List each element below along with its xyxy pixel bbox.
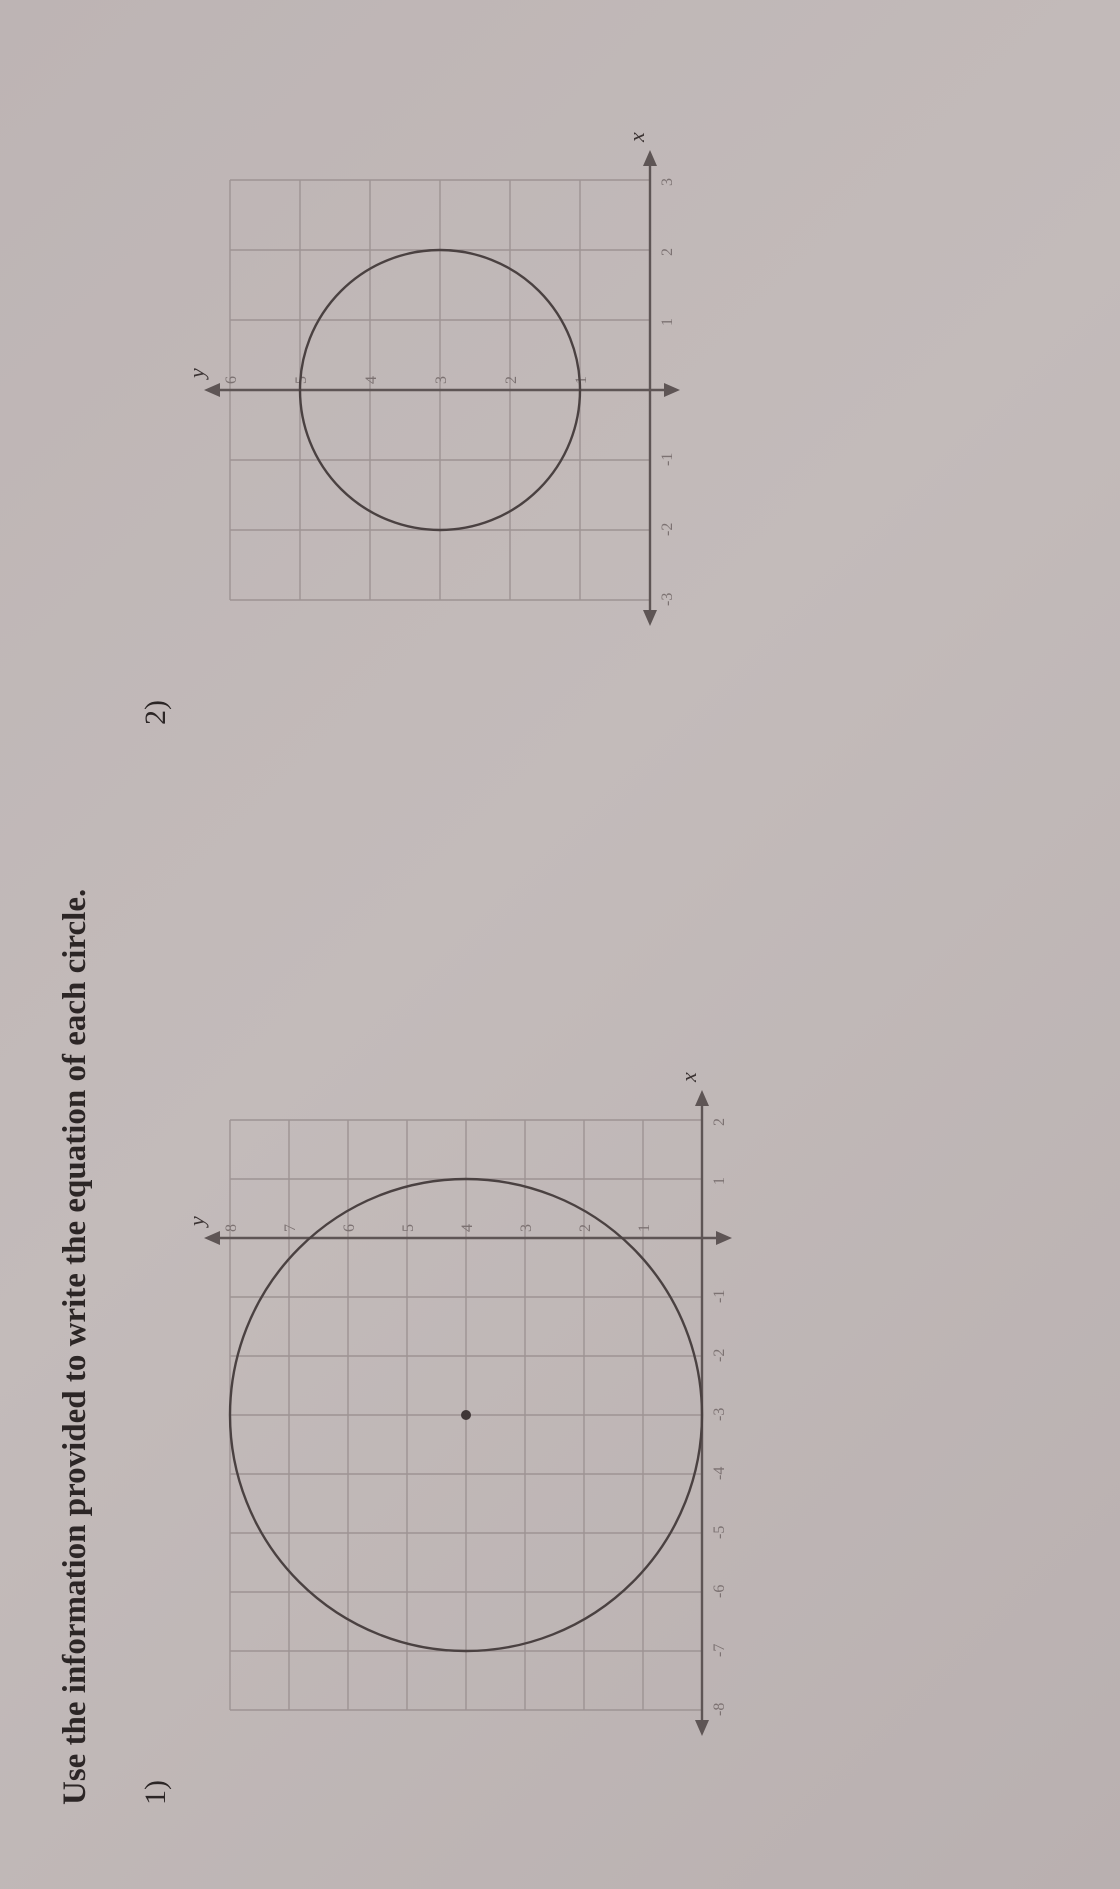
x-tick-label: -2 xyxy=(711,1348,728,1362)
y-tick-label: 5 xyxy=(293,376,310,384)
x-tick-label: 3 xyxy=(659,178,676,186)
y-tick-label: 6 xyxy=(341,1224,358,1232)
center-point xyxy=(461,1410,471,1420)
y-axis-arrow-up xyxy=(204,1231,220,1245)
x-axis-arrow-left xyxy=(643,610,657,626)
y-axis-label: y xyxy=(184,368,209,378)
instruction-text: Use the information provided to write the equation of each circle. xyxy=(57,888,93,1805)
y-axis-arrow-down xyxy=(716,1231,732,1245)
y-tick-label: 1 xyxy=(573,376,590,384)
problem-2-graph xyxy=(184,132,680,626)
x-axis-label: x xyxy=(676,1072,701,1082)
y-tick-label: 1 xyxy=(636,1224,653,1232)
problem-1-graph xyxy=(184,1072,732,1736)
x-axis-arrow-right xyxy=(695,1090,709,1106)
problem-1-number: 1) xyxy=(139,1780,172,1805)
x-tick-label: -6 xyxy=(711,1584,728,1598)
x-axis-label: x xyxy=(624,132,649,142)
y-tick-label: 3 xyxy=(433,376,450,384)
y-tick-label: 2 xyxy=(503,376,520,384)
x-tick-label: -8 xyxy=(711,1702,728,1716)
problem-2 xyxy=(139,132,680,725)
y-tick-label: 3 xyxy=(518,1224,535,1232)
y-tick-label: 7 xyxy=(282,1224,299,1232)
y-axis-arrow-up xyxy=(204,383,220,397)
y-tick-label: 5 xyxy=(400,1224,417,1232)
problem-1 xyxy=(139,1072,732,1805)
y-tick-label: 4 xyxy=(363,376,380,384)
x-tick-label: 2 xyxy=(711,1118,728,1126)
x-tick-label: -4 xyxy=(711,1466,728,1480)
x-tick-label: -3 xyxy=(711,1407,728,1421)
x-tick-label: 1 xyxy=(659,318,676,326)
x-tick-label: -5 xyxy=(711,1525,728,1539)
x-tick-label: -7 xyxy=(711,1643,728,1657)
y-axis-arrow-down xyxy=(664,383,680,397)
x-tick-label: 1 xyxy=(711,1177,728,1185)
x-tick-label: -1 xyxy=(711,1289,728,1303)
x-axis-arrow-right xyxy=(643,150,657,166)
y-tick-label: 2 xyxy=(577,1224,594,1232)
y-tick-label: 6 xyxy=(223,376,240,384)
x-tick-label: 2 xyxy=(659,248,676,256)
x-tick-label: -1 xyxy=(659,452,676,466)
y-tick-label: 4 xyxy=(459,1224,476,1232)
x-tick-label: -3 xyxy=(659,592,676,606)
x-tick-label: -2 xyxy=(659,522,676,536)
problem-2-number: 2) xyxy=(139,700,172,725)
y-tick-label: 8 xyxy=(223,1224,240,1232)
y-axis-label: y xyxy=(184,1216,209,1226)
x-axis-arrow-left xyxy=(695,1720,709,1736)
